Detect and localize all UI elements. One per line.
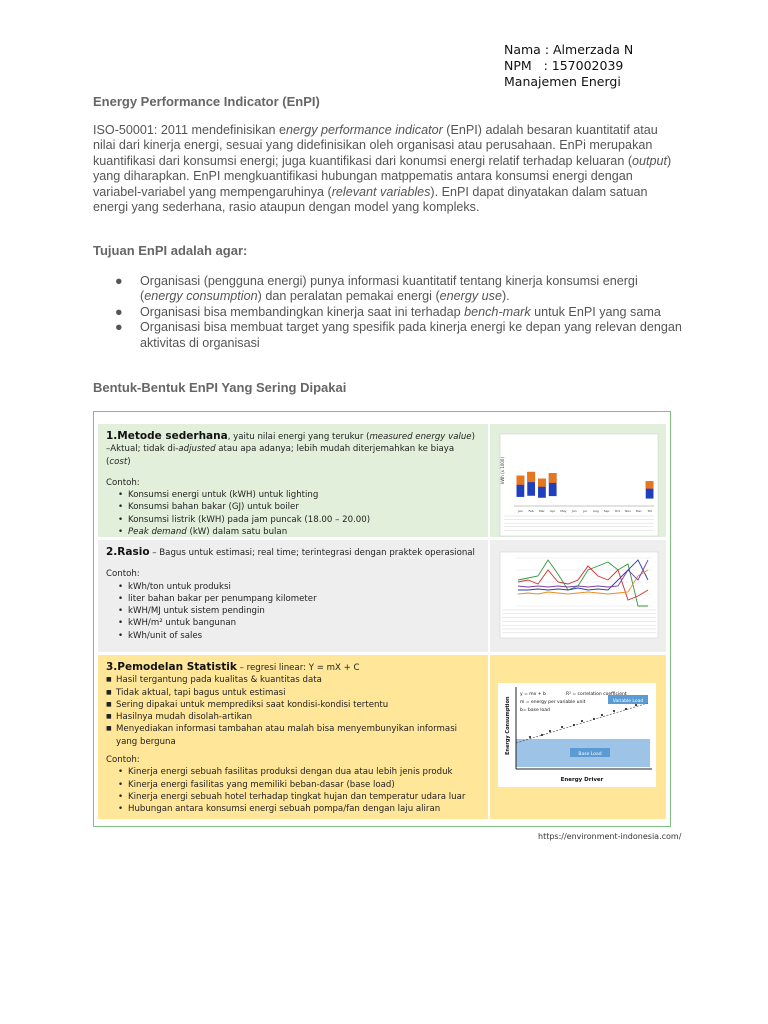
list-item: • kWh/ton untuk produksi [118,581,480,593]
month-tick-label: Jun [571,509,577,513]
equation-label: y = mx + b [520,692,546,697]
list-item: • Kinerja energi sebuah hotel terhadap tingkat hujan dan temperatur udara luar [118,791,480,803]
chart-ylabel: kWh (x 1000) [500,456,505,484]
variable-load-label: Variable Load [612,699,644,704]
section-simple-method [98,424,666,537]
enpi-forms-figure [93,411,671,827]
x-axis-label: Energy Driver [560,777,604,783]
data-point [541,734,543,736]
student-identity [504,42,633,90]
section-text: 1.Metode sederhana, yaitu nilai energi yang terukur (measured energy value) –Aktual; tidak di-adjusted atau apa adanya; lebih mudah diterjemahkan ke biaya (cost) Contoh: • Konsumsi energi untuk (kWH) untuk lighting • Konsumsi bahan bakar (GJ) untuk boiler • Konsumsi listrik (kWH) pada jam puncak (18.00 – 20.00) • Peak demand (kW) dalam satu bulan [98,424,488,537]
bar-orange [646,481,654,488]
student-npm: NPM : 157002039 [504,58,624,73]
bar-chart-thumbnail [490,424,666,537]
month-tick-label: Mar [539,509,545,513]
section-ratio [98,540,666,652]
page-title: Energy Performance Indicator (EnPI) [93,94,320,109]
data-point [549,730,551,732]
list-item: • kWH/MJ untuk sistem pendingin [118,605,480,617]
student-name: Nama : Almerzada N [504,42,634,57]
data-point [573,724,575,726]
list-item: ■ Menyediakan informasi tambahan atau malah bisa menyembunyikan informasi yang berguna [106,723,480,748]
list-item: • Hubungan antara konsumsi energi sebuah pompa/fan dengan laju aliran [118,803,480,815]
data-point [601,714,603,716]
list-item: • kWH/m² untuk bangunan [118,617,480,629]
bullet-icon: ● [115,320,123,335]
section-statistical-model [98,655,666,819]
y-axis-label: Energy Consumption [505,696,511,755]
data-point [625,708,627,710]
data-point [529,736,531,738]
intercept-label: b= base load [520,708,550,713]
month-tick-label: Nov [625,509,632,513]
data-point [561,726,563,728]
month-tick-label: Aug [592,509,599,513]
month-tick-label: Jul [583,509,587,513]
source-credit: https://environment-indonesia.com/ [538,832,682,841]
bar-orange [549,473,557,483]
list-item: • kWh/unit of sales [118,630,480,642]
bar-orange [538,479,546,487]
data-point [635,704,637,706]
list-item: ● Organisasi bisa membuat target yang spesifik pada kinerja energi ke depan yang relevan dengan aktivitas di organisasi [115,320,682,350]
list-item: ■ Sering dipakai untuk memprediksi saat kondisi-kondisi tertentu [106,699,480,711]
line-chart-thumbnail [490,540,666,652]
list-item: ■ Hasil tergantung pada kualitas & kuantitas data [106,674,480,686]
month-tick-label: Feb [528,509,534,513]
month-tick-label: Sep [603,509,610,513]
list-item: • Kinerja energi fasilitas yang memiliki beban-dasar (base load) [118,779,480,791]
data-point [613,710,615,712]
list-item: • Konsumsi bahan bakar (GJ) untuk boiler [118,501,480,513]
list-item: • Konsumsi listrik (kWH) pada jam puncak (18.00 – 20.00) [118,514,480,526]
definition-paragraph: ISO-50001: 2011 mendefinisikan energy performance indicator (EnPI) adalah besaran kuantitatif atau nilai dari kinerja energi, sesuai yang didefinisikan oleh organisasi atau perusahaan. EnPi merupakan kuantifikasi dari konsumsi energi; juga kuantifikasi dari konumsi energi relatif terhadap keluaran (output) yang diharapkan. EnPI mengkuantifikasi hubungan matppematis antara konsumsi energi dengan variabel-variabel yang mempengaruhinya (relevant variables). EnPI dapat dinyatakan dalam satuan energi yang sederhana, rasio ataupun dengan model yang kompleks. [93,123,672,215]
section-text: 3.Pemodelan Statistik – regresi linear: Y = mX + C ■ Hasil tergantung pada kualitas & kuantitas data ■ Tidak aktual, tapi bagus untuk estimasi ■ Sering dipakai untuk memprediksi saat kondisi-kondisi tertentu ■ Hasilnya mudah disolah-artikan ■ Menyediakan informasi tambahan atau malah bisa menyembunyikan informasi yang berguna Contoh: • Kinerja energi sebuah fasilitas produksi dengan dua atau lebih jenis produk • Kinerja energi fasilitas yang memiliki beban-dasar (base load) • Kinerja energi sebuah hotel terhadap tingkat hujan dan temperatur udara luar • Hubungan antara konsumsi energi sebuah pompa/fan dengan laju aliran [98,655,488,819]
data-point [581,720,583,722]
tujuan-heading: Tujuan EnPI adalah agar: [93,243,248,258]
bar-orange [527,472,535,482]
list-item: • Konsumsi energi untuk (kWH) untuk lighting [118,489,480,501]
data-point [593,718,595,720]
month-tick-label: Jan [518,509,523,513]
list-item: • Kinerja energi sebuah fasilitas produksi dengan dua atau lebih jenis produk [118,766,480,778]
month-tick-label: May [560,509,567,513]
course-name: Manajemen Energi [504,74,621,89]
list-item: • Peak demand (kW) dalam satu bulan [118,526,480,538]
bullet-icon: ● [115,274,123,288]
bullet-icon: ● [115,304,123,319]
list-item: ■ Tidak aktual, tapi bagus untuk estimasi [106,687,480,699]
bar-orange [517,476,525,485]
base-load-label: Base Load [578,752,602,757]
month-tick-label: Oct [614,509,620,513]
bentuk-heading: Bentuk-Bentuk EnPI Yang Sering Dipakai [93,380,347,395]
month-tick-label: Tot [647,509,652,513]
section-text: 2.Rasio – Bagus untuk estimasi; real time; terintegrasi dengan praktek operasional Contoh: • kWh/ton untuk produksi • liter bahan bakar per penumpang kilometer • kWH/MJ untuk sistem pendingin • kWH/m² untuk bangunan • kWh/unit of sales [98,540,488,652]
list-item: ● Organisasi bisa membandingkan kinerja saat ini terhadap bench-mark untuk EnPI yang sama [115,304,661,319]
r2-label: R² = correlation coefficient [566,692,627,697]
list-item: ● Organisasi (pengguna energi) punya informasi kuantitatif tentang kinerja konsumsi energi (energy consumption) dan peralatan pemakai energi (energy use). [115,274,638,304]
list-item: • liter bahan bakar per penumpang kilometer [118,593,480,605]
list-item: ■ Hasilnya mudah disolah-artikan [106,711,480,723]
regression-diagram [490,655,666,819]
month-tick-label: Apr [550,509,556,513]
tujuan-list [93,274,683,351]
month-tick-label: Dec [635,509,642,513]
slope-label: m = energy per variable unit [520,700,586,705]
